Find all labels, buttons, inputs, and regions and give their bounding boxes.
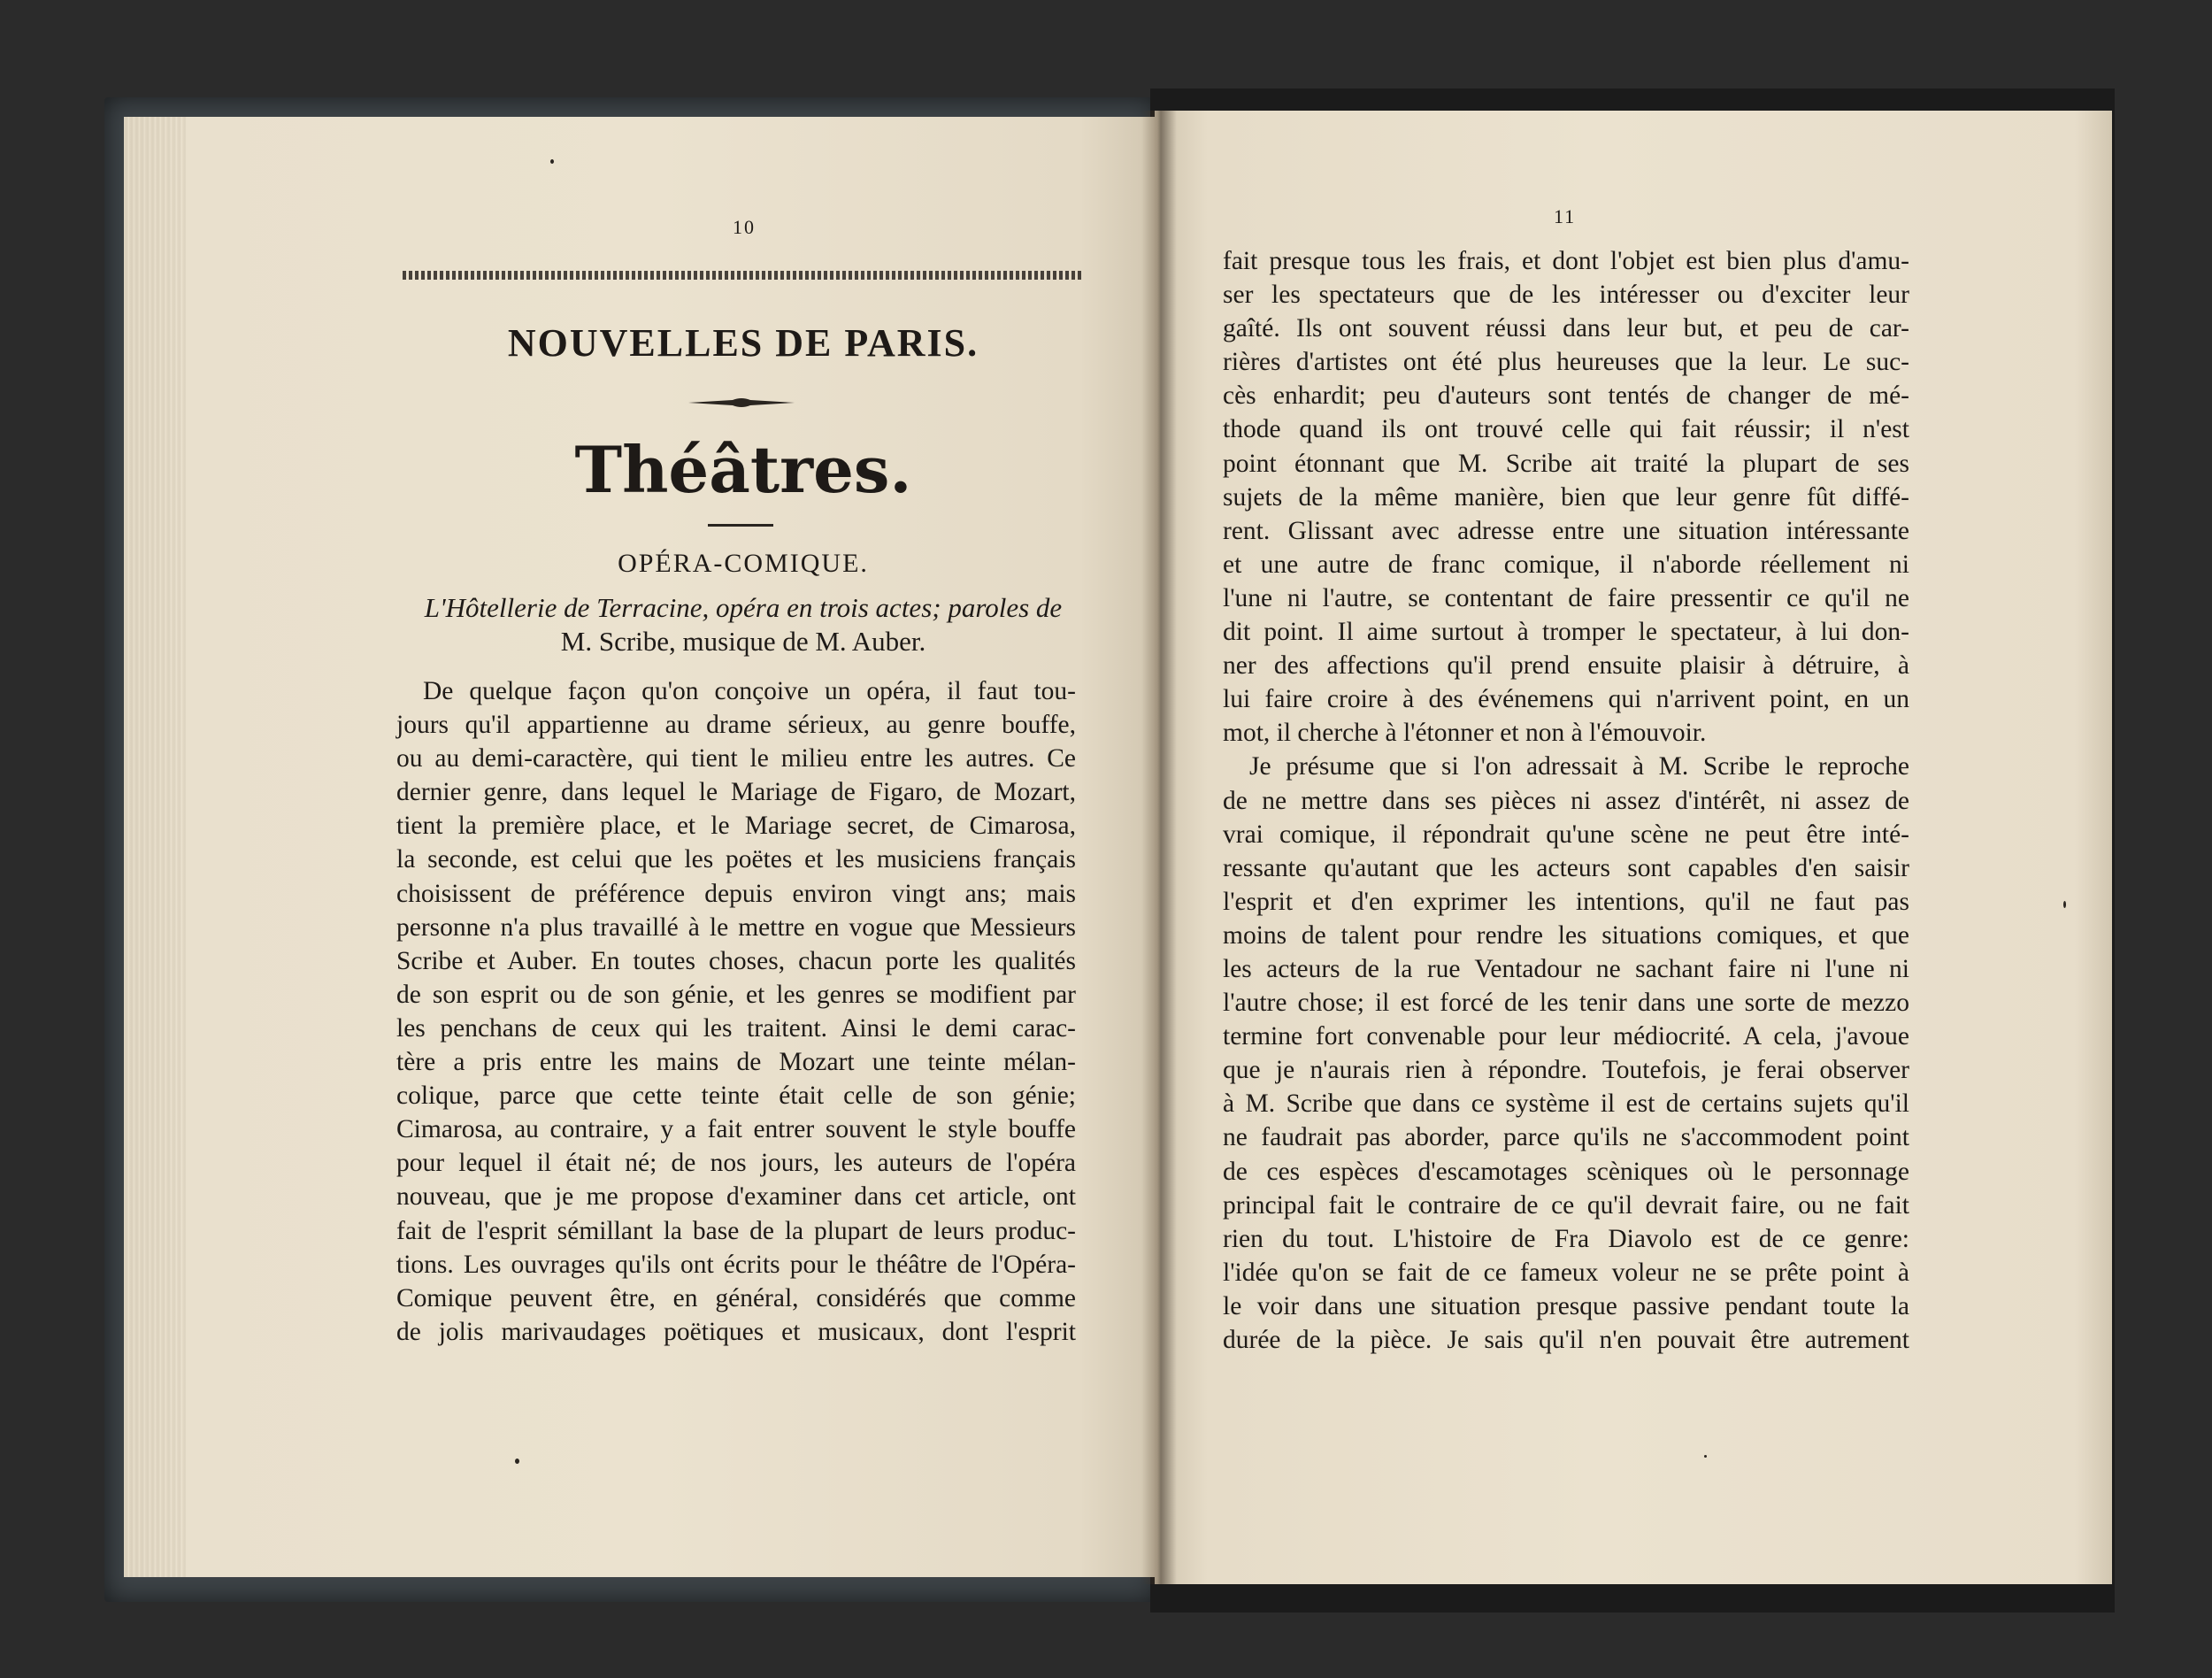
subtitle-line-1: L'Hôtellerie de Terracine, opéra en trois actes; paroles de (424, 592, 1063, 623)
text-line: l'une ni l'autre, se contentant de faire pressentir ce qu'il ne (1223, 583, 1909, 612)
text-line: sujets de la même manière, bien que leur genre fût diffé- (1223, 482, 1909, 512)
text-line: ne faudrait pas aborder, parce qu'ils ne s'accommodent point (1223, 1123, 1909, 1152)
text-line: colique, parce que cette teinte était celle de son génie; (396, 1081, 1076, 1111)
text-line: de ne mettre dans ses pièces ni assez d'intérêt, ni assez de (1223, 786, 1909, 815)
short-rule (708, 524, 773, 527)
text-line: ou au demi-caractère, qui tient le milieu entre les autres. Ce (396, 744, 1076, 774)
text-line: nouveau, que je me propose d'examiner dans cet article, ont (396, 1182, 1076, 1212)
book-gutter (1141, 111, 1177, 1584)
ink-speck (1704, 1455, 1707, 1458)
subtitle-line-2: M. Scribe, musique de M. Auber. (560, 626, 926, 657)
section-title: NOUVELLES DE PARIS. (507, 321, 979, 365)
text-line: tions. Les ouvrages qu'ils ont écrits pour le théâtre de l'Opéra- (396, 1250, 1076, 1279)
text-line: mot, il cherche à l'étonner et non à l'émouvoir. (1223, 719, 1707, 748)
ink-speck (515, 1459, 519, 1464)
text-line: De quelque façon qu'on conçoive un opéra, il faut tou- (423, 677, 1076, 705)
text-line: et une autre de franc comique, il n'aborde réellement ni (1223, 550, 1909, 579)
text-line: les penchans de ceux qui les traitent. Ainsi le demi carac- (396, 1013, 1076, 1043)
text-line: point étonnant que M. Scribe ait traité la plupart de ses (1223, 449, 1909, 478)
text-line: l'esprit et d'en exprimer les intentions, qu'il ne faut pas (1223, 887, 1909, 916)
text-line: fait presque tous les frais, et dont l'objet est bien plus d'amu- (1223, 247, 1909, 275)
text-line: thode quand ils ont trouvé celle qui fait réussir; il n'est (1223, 415, 1909, 444)
text-line: cès enhardit; peu d'auteurs sont tentés de changer de mé- (1223, 381, 1909, 411)
text-line: les acteurs de la rue Ventadour ne sachant faire ni l'une ni (1223, 954, 1909, 983)
ornament-rule-icon (688, 396, 795, 409)
text-line: la seconde, est celui que les poëtes et les musiciens français (396, 845, 1076, 874)
text-line: dernier genre, dans lequel le Mariage de Figaro, de Mozart, (396, 778, 1076, 807)
text-line: durée de la pièce. Je sais qu'il n'en pouvait être autrement (1223, 1326, 1909, 1354)
text-line: rent. Glissant avec adresse entre une situation intéressante (1223, 516, 1909, 545)
text-line: moins de talent pour rendre les situations comiques, et que (1223, 920, 1909, 950)
text-line: rières d'artistes ont été plus heureuses que la leur. Le suc- (1223, 348, 1909, 377)
text-line: de jolis marivaudages poëtiques et musicaux, dont l'esprit (396, 1317, 1076, 1346)
text-line: gaîté. Ils ont souvent réussi dans leur but, et peu de car- (1223, 314, 1909, 343)
text-line: tient la première place, et le Mariage secret, de Cimarosa, (396, 812, 1076, 841)
dotted-rule (403, 271, 1084, 280)
blackletter-heading: Théâtres. (574, 432, 912, 507)
ink-speck (2063, 901, 2066, 908)
text-line: vrai comique, il répondrait qu'une scène ne peut être inté- (1223, 820, 1909, 849)
text-line: fait de l'esprit sémillant la base de la plupart de leurs produc- (396, 1216, 1076, 1245)
text-line: Je présume que si l'on adressait à M. Scribe le reproche (1249, 752, 1909, 781)
text-line: l'autre chose; il est forcé de les tenir dans une sorte de mezzo (1223, 989, 1909, 1018)
text-line: Comique peuvent être, en général, considérés que comme (396, 1283, 1076, 1312)
left-body-text (396, 674, 1076, 1349)
text-line: principal fait le contraire de ce qu'il devrait faire, ou ne fait (1223, 1190, 1909, 1220)
ink-speck (550, 159, 554, 164)
text-line: jours qu'il appartienne au drame sérieux, au genre bouffe, (396, 711, 1076, 740)
text-line: personne n'a plus travaillé à le mettre en vogue que Messieurs (396, 912, 1076, 942)
text-line: pour lequel il était né; de nos jours, les auteurs de l'opéra (396, 1149, 1076, 1178)
subtitle (403, 591, 1084, 658)
left-page-number: 10 (733, 216, 756, 238)
page-edges (124, 117, 186, 1577)
text-line: de son esprit ou de son génie, et les genres se modifient par (396, 980, 1076, 1009)
text-line: rien du tout. L'histoire de Fra Diavolo est de ce genre: (1223, 1224, 1909, 1253)
text-line: à M. Scribe que dans ce système il est de certains sujets qu'il (1223, 1089, 1909, 1119)
text-line: choisissent de préférence depuis environ vingt ans; mais (396, 879, 1076, 908)
subheading: OPÉRA-COMIQUE. (618, 549, 869, 578)
right-page-number: 11 (1554, 205, 1577, 227)
text-line: tère a pris entre les mains de Mozart une teinte mélan- (396, 1048, 1076, 1077)
right-body-text (1223, 244, 1909, 1357)
text-line: ressante qu'autant que les acteurs sont capables d'en saisir (1223, 853, 1909, 882)
text-line: termine fort convenable pour leur médiocrité. A cela, j'avoue (1223, 1022, 1909, 1051)
text-line: l'idée qu'on se fait de ce fameux voleur ne se prête point à (1223, 1258, 1909, 1287)
text-line: dit point. Il aime surtout à tromper le spectateur, à lui don- (1223, 618, 1909, 647)
text-line: ner des affections qu'il prend ensuite plaisir à détruire, à (1223, 651, 1909, 681)
text-line: de ces espèces d'escamotages scèniques où le personnage (1223, 1157, 1909, 1186)
text-line: ser les spectateurs que de les intéresser ou d'exciter leur (1223, 281, 1909, 310)
text-line: le voir dans une situation presque passive pendant toute la (1223, 1291, 1909, 1320)
text-line: Cimarosa, au contraire, y a fait entrer souvent le style bouffe (396, 1115, 1076, 1144)
text-line: lui faire croire à des événemens qui n'arrivent point, en un (1223, 685, 1909, 714)
text-line: que je n'aurais rien à répondre. Toutefois, je ferai observer (1223, 1056, 1909, 1085)
text-line: Scribe et Auber. En toutes choses, chacun porte les qualités (396, 946, 1076, 975)
